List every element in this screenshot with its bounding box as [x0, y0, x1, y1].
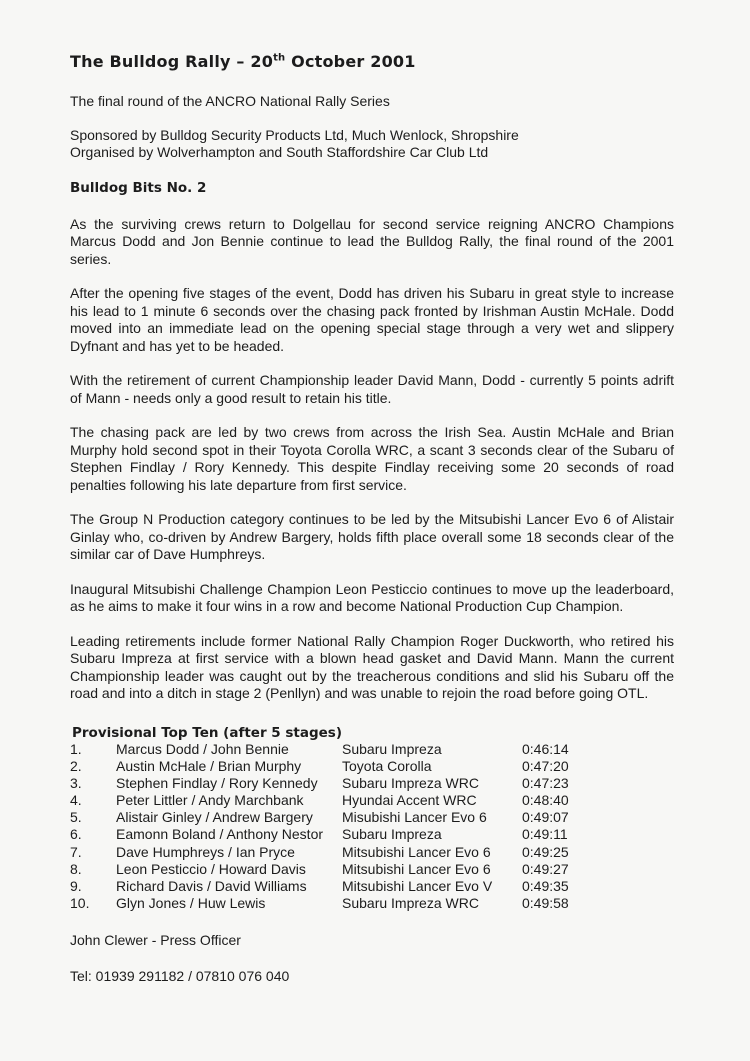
table-row: [70, 741, 592, 758]
table-row: [70, 826, 592, 843]
position: 4.: [70, 792, 82, 809]
organiser-line: Organised by Wolverhampton and South Staffordshire Car Club Ltd: [70, 144, 489, 160]
paragraph-2: After the opening five stages of the event, Dodd has driven his Subaru in great style to increase his lead to 1 minute 6 seconds over the chasing pack fronted by Irishman Austin McHale. Dodd moved into an immediate lead on the opening special stage through a very wet and slippery Dyfnant and has yet to be headed.: [70, 285, 674, 354]
car: Hyundai Accent WRC: [342, 792, 477, 809]
position: 1.: [70, 740, 82, 757]
position: 2.: [70, 757, 82, 774]
table-row: [70, 844, 592, 861]
position: 7.: [70, 843, 82, 860]
press-release-page: [70, 52, 674, 984]
crew: Eamonn Boland / Anthony Nestor: [116, 826, 324, 843]
sponsor-block: [70, 127, 674, 162]
car: Mitsubishi Lancer Evo V: [342, 878, 493, 894]
position: 3.: [70, 774, 82, 791]
position: 10.: [70, 895, 90, 912]
page-title: [70, 52, 674, 71]
car: Subaru Impreza WRC: [342, 895, 479, 912]
car: Mitsubishi Lancer Evo 6: [342, 860, 491, 877]
table-row: [70, 861, 592, 878]
table-row: [70, 758, 592, 775]
time: 0:49:25: [522, 843, 569, 860]
paragraph-6: Inaugural Mitsubishi Challenge Champion Leon Pesticcio continues to move up the leaderboard, as he aims to make it four wins in a row and become National Production Cup Champion.: [70, 580, 674, 614]
top-ten-heading: Provisional Top Ten (after 5 stages): [72, 724, 343, 741]
time: 0:49:27: [522, 860, 569, 877]
car: Subaru Impreza: [342, 826, 442, 843]
sponsor-line: Sponsored by Bulldog Security Products Ltd, Much Wenlock, Shropshire: [70, 126, 519, 143]
position: 8.: [70, 860, 82, 877]
section-title: Bulldog Bits No. 2: [70, 179, 207, 196]
paragraph-5: The Group N Production category continues to be led by the Mitsubishi Lancer Evo 6 of Alistair Ginlay who, co-driven by Andrew Bargery, holds fifth place overall some 18 seconds clear of the similar car of Dave Humphreys.: [70, 511, 674, 562]
crew: Austin McHale / Brian Murphy: [116, 757, 302, 774]
car: Subaru Impreza: [342, 740, 442, 757]
paragraph-3: With the retirement of current Championship leader David Mann, Dodd - currently 5 points adrift of Mann - needs only a good result to retain his title.: [70, 372, 674, 406]
paragraph-7: Leading retirements include former National Rally Champion Roger Duckworth, who retired his Subaru Impreza at first service with a blown head gasket and David Mann. Mann the current Championship leader was caught out by the treacherous conditions and slid his Subaru off the road and into a ditch in stage 2 (Penllyn) and was unable to rejoin the road before going OTL.: [70, 632, 674, 701]
crew: Glyn Jones / Huw Lewis: [116, 895, 266, 912]
subtitle: The final round of the ANCRO National Rally Series: [70, 93, 390, 109]
time: 0:49:58: [522, 895, 569, 912]
time: 0:49:07: [522, 809, 569, 826]
table-row: [70, 895, 592, 912]
position: 9.: [70, 878, 82, 894]
time: 0:48:40: [522, 792, 569, 809]
crew: Dave Humphreys / Ian Pryce: [116, 843, 295, 860]
paragraph-4: The chasing pack are led by two crews from across the Irish Sea. Austin McHale and Brian Murphy hold second spot in their Toyota Corolla WRC, a scant 3 seconds clear of the Subaru of Stephen Findlay / Rory Kennedy. This despite Findlay receiving some 20 seconds of road penalties following his late departure from first service.: [70, 424, 674, 493]
table-row: [70, 878, 592, 895]
table-row: [70, 809, 592, 826]
telephone: Tel: 01939 291182 / 07810 076 040: [70, 968, 290, 985]
time: 0:47:20: [522, 757, 569, 774]
car: Misubishi Lancer Evo 6: [342, 809, 487, 826]
time: 0:49:35: [522, 878, 569, 894]
title-end: October 2001: [285, 52, 416, 71]
crew: Marcus Dodd / John Bennie: [116, 740, 289, 757]
car: Mitsubishi Lancer Evo 6: [342, 843, 491, 860]
position: 6.: [70, 826, 82, 843]
car: Subaru Impreza WRC: [342, 774, 479, 791]
paragraph-1: As the surviving crews return to Dolgellau for second service reigning ANCRO Champions Marcus Dodd and Jon Bennie continue to lead the Bulldog Rally, the final round of the 2001 series.: [70, 215, 674, 267]
crew: Stephen Findlay / Rory Kennedy: [116, 774, 318, 791]
title-ordinal-suffix: th: [273, 52, 286, 64]
crew: Alistair Ginley / Andrew Bargery: [116, 809, 313, 826]
car: Toyota Corolla: [342, 757, 432, 774]
time: 0:46:14: [522, 740, 569, 757]
crew: Peter Littler / Andy Marchbank: [116, 792, 304, 809]
time: 0:47:23: [522, 774, 569, 791]
top-ten-table: [70, 741, 592, 913]
crew: Leon Pesticcio / Howard Davis: [116, 860, 306, 877]
table-row: [70, 775, 592, 792]
table-row: [70, 792, 592, 809]
crew: Richard Davis / David Williams: [116, 878, 307, 894]
position: 5.: [70, 809, 82, 826]
title-main: The Bulldog Rally – 20: [70, 52, 274, 71]
time: 0:49:11: [522, 826, 568, 843]
signature: John Clewer - Press Officer: [70, 932, 241, 949]
